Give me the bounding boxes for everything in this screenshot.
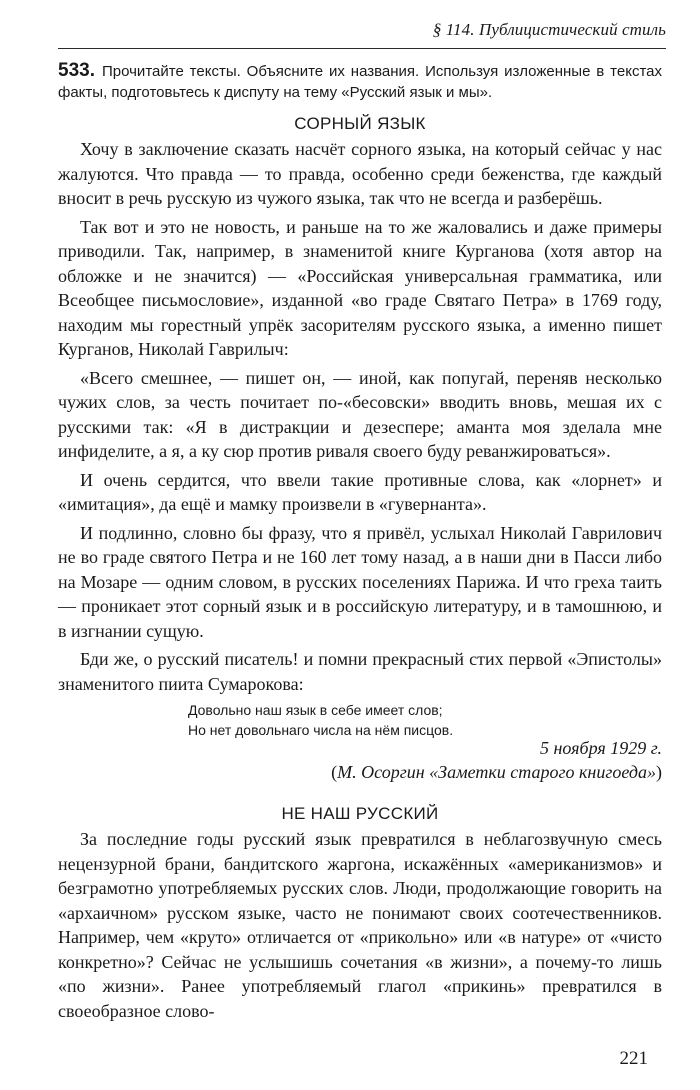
task-number: 533. [58,60,95,81]
text1-paragraph: И очень сердится, что ввели такие противные слова, как «лорнет» и «имитация», да ещё и мамку произвели в «гувернанта». [58,469,662,514]
text1-paragraph: И подлинно, словно бы фразу, что я привёл, услыхал Николай Гаврилович не во граде святого Петра и не 160 лет тому назад, а в наши дни в Пасси либо на Мозаре — одним словом, в русских поселениях Парижа. И что греха таить — проникает этот сорный язык и в российскую литературу, и в тамошнюю, и в изгнании сущую. [58,522,662,641]
task-instruction [58,60,662,103]
text1-paragraph: Бди же, о русский писатель! и помни прекрасный стих первой «Эпистолы» знаменитого пиита Сумарокова: [58,649,662,694]
source-work: «Заметки старого книгоеда» [429,762,656,782]
text1-paragraph: Так вот и это не новость, и раньше на то же жаловались и даже примеры приводили. Так, например, в знаменитой книге Курганова (хотя автор на обложке и не значится) — «Российская универсальная грамматика, или Всеобщее письмословие», изданной «во граде Святаго Петра» в 1769 году, находим мы горестный упрёк засорителям русского языка, а именно пишет Курганов, Николай Гаврилыч: [58,216,662,359]
text1-date: 5 ноября 1929 г. [539,738,662,758]
page-content [58,60,662,1027]
running-head: § 114. Публицистический стиль [432,20,666,39]
task-text: Прочитайте тексты. Объясните их названия. Используя изложенные в текстах факты, подготовьтесь к диспуту на тему «Русский язык и мы». [58,63,662,101]
poem-quote [188,700,662,740]
poem-line: Довольно наш язык в себе имеет слов; [188,702,443,718]
text1-title: СОРНЫЙ ЯЗЫК [294,114,426,133]
text2-title: НЕ НАШ РУССКИЙ [281,804,439,823]
header-rule [58,48,666,49]
text2-paragraph: За последние годы русский язык превратился в неблагозвучную смесь нецензурной брани, бандитского жаргона, искажённых «американизмов» и безграмотно употребляемых русских слов. Люди, продолжающие говорить на «архаичном» русском языке, часто не понимают своих соотечественников. Например, чем «круто» отличается от «прикольно» или «в натуре» от «чисто конкретно»? Сейчас не услышишь сочетания «в жизни», а почему-то лишь «по жизни». Ранее употребляемый глагол «прикинь» превратился в своеобразное слово- [58,829,662,1021]
text1-source: (М. Осоргин «Заметки старого книгоеда») [331,762,662,782]
page-number: 221 [619,1048,648,1069]
source-author: М. Осоргин [337,762,425,782]
text1-quote-paragraph: «Всего смешнее, — пишет он, — иной, как попугай, переняв несколько чужих слов, за честь почитает по-«бесовски» вводить вновь, мешая их с русскими так: «Я в дистракции и дезеспере; аманта моя зделала мне инфиделите, а я, а ку сюр против риваля своего буду реванжироваться». [58,367,662,461]
poem-line: Но нет довольнаго числа на нём писцов. [188,722,454,738]
text1-paragraph: Хочу в заключение сказать насчёт сорного языка, на который сейчас у нас жалуются. Что правда — то правда, особенно среди беженства, где каждый вносит в речь русскую из чужого языка, так что не всегда и разберёшь. [58,139,662,208]
